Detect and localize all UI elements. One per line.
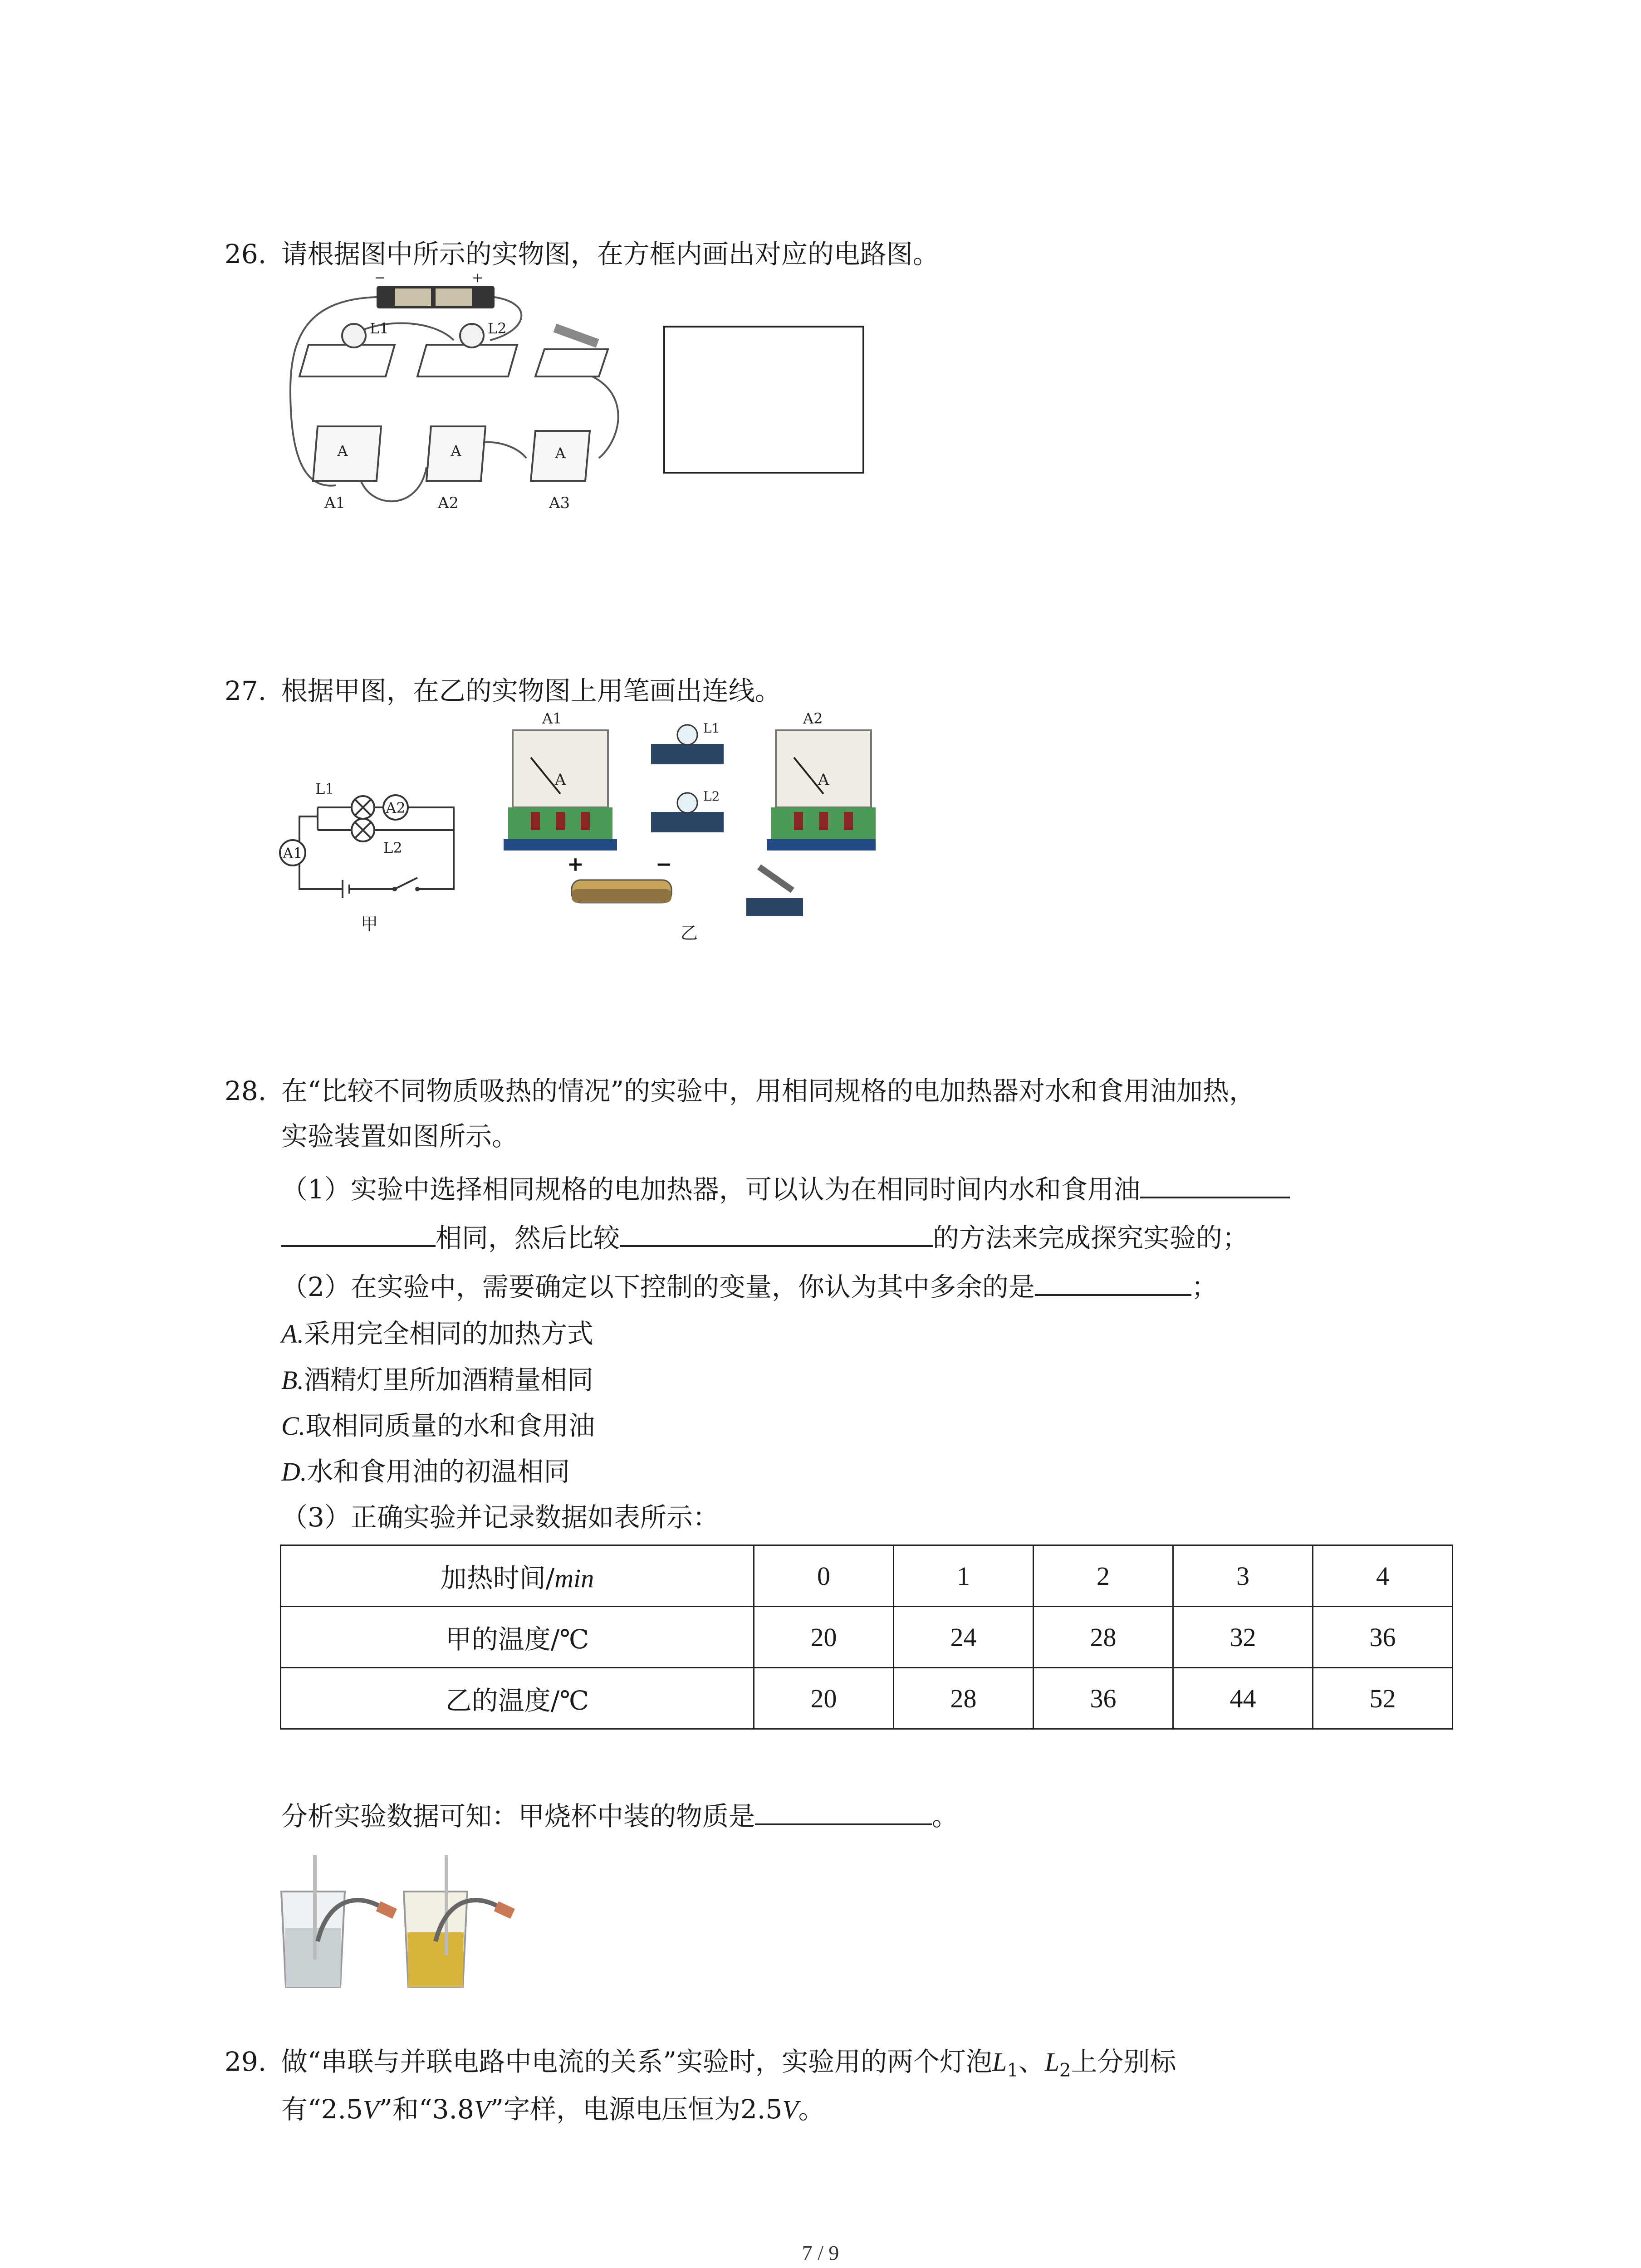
q28-blank-4[interactable] [1035, 1267, 1191, 1296]
table-cell: 28 [894, 1668, 1034, 1729]
q29-text2d: 。 [798, 2094, 825, 2125]
table-row [281, 1545, 1453, 1607]
q29-l1: L [992, 2047, 1007, 2077]
q28-option-d-text: 水和食用油的初温相同 [307, 1456, 570, 1487]
q28-part3: （3）正确实验并记录数据如表所示： [281, 1502, 719, 1533]
q28-option-b[interactable] [281, 1362, 593, 1398]
q29-text2b: ”和“3.8 [379, 2094, 474, 2125]
q27-text: 根据甲图，在乙的实物图上用笔画出连线。 [281, 675, 781, 706]
q27-yi-a2-label: A2 [803, 710, 823, 727]
table-cell: 0 [754, 1545, 894, 1607]
q28-option-d-letter: D. [281, 1457, 307, 1486]
table-cell: 4 [1313, 1545, 1453, 1607]
q28-part1-line2 [281, 1218, 1249, 1256]
table-cell: 36 [1313, 1607, 1453, 1668]
q29-l1-sub: 1 [1007, 2060, 1019, 2081]
q28-line2: 实验装置如图所示。 [281, 1121, 519, 1152]
q26-circuit-photo [281, 272, 653, 526]
q27-jia-caption: 甲 [361, 914, 378, 934]
q29-text2c: ”字样，电源电压恒为2.5 [490, 2094, 783, 2125]
q28-blank-2[interactable] [281, 1218, 436, 1247]
q26-text: 请根据图中所示的实物图，在方框内画出对应的电路图。 [281, 239, 939, 269]
q26-answer-box[interactable] [663, 326, 864, 474]
q29-text2a: 有“2.5 [281, 2094, 363, 2125]
q29-v1: V [362, 2095, 379, 2124]
q26-number: 26. [225, 239, 267, 269]
q28-option-d[interactable] [281, 1453, 570, 1490]
q28-part1-text-c: 的方法来完成探究实验的； [933, 1222, 1249, 1253]
q29-line2 [281, 2091, 825, 2128]
q27-yi-a1-label: A1 [542, 710, 562, 727]
table-cell: 52 [1313, 1668, 1453, 1729]
q29-number: 29. [225, 2046, 267, 2077]
table-cell: 44 [1173, 1668, 1313, 1729]
q28-option-a[interactable] [281, 1315, 593, 1352]
q28-analysis-text: 分析实验数据可知：甲烧杯中装的物质是 [281, 1801, 755, 1832]
q26-prompt [225, 236, 939, 272]
table-header-cell: 乙的温度/℃ [281, 1668, 754, 1729]
q28-part1-text-a: （1）实验中选择相同规格的电加热器，可以认为在相同时间内水和食用油 [281, 1174, 1140, 1205]
q28-option-c-text: 取相同质量的水和食用油 [305, 1410, 595, 1441]
q27-number: 27. [225, 675, 267, 706]
q27-jia-a2-label: A2 [386, 799, 406, 816]
q26-a1-label: A1 [324, 494, 346, 512]
table-row [281, 1668, 1453, 1729]
q27-yi-plus-label: + [567, 853, 584, 876]
page-number: 7 / 9 [802, 2241, 839, 2264]
q26-a2-label: A2 [438, 494, 459, 512]
q26-minus-label: − [374, 272, 386, 286]
svg-text:A: A [555, 445, 566, 462]
table-cell: 28 [1034, 1607, 1173, 1668]
q28-option-c-letter: C. [281, 1411, 306, 1441]
q28-text1: 在“比较不同物质吸热的情况”的实验中，用相同规格的电加热器对水和食用油加热， [281, 1075, 1255, 1106]
q29-l2-sub: 2 [1059, 2060, 1071, 2081]
table-cell: 2 [1034, 1545, 1173, 1607]
q28-blank-3[interactable] [620, 1218, 933, 1247]
q28-option-a-text: 采用完全相同的加热方式 [304, 1318, 593, 1349]
q28-blank-1[interactable] [1140, 1169, 1290, 1198]
q27-jia-l2-label: L2 [383, 839, 402, 856]
q28-line1 [225, 1073, 1255, 1109]
q28-beakers-photo [272, 1851, 554, 2000]
q29-sep: 、 [1018, 2046, 1045, 2077]
q29-v3: V [782, 2095, 798, 2124]
q28-analysis [281, 1796, 958, 1834]
q28-part2 [281, 1267, 1218, 1305]
svg-text:A: A [451, 442, 461, 459]
q27-yi-caption: 乙 [681, 923, 698, 943]
svg-text:A: A [337, 442, 348, 459]
q28-option-c[interactable] [281, 1408, 595, 1444]
q27-prompt [225, 673, 781, 709]
q27-jia-a1-label: A1 [283, 845, 303, 862]
q26-a3-label: A3 [549, 494, 570, 512]
q27-jia-circuit [272, 771, 463, 934]
q27-yi-l1-label: L1 [703, 721, 720, 736]
q28-option-b-letter: B. [281, 1365, 304, 1395]
q27-yi-l2-label: L2 [703, 789, 720, 804]
svg-text:A: A [818, 771, 829, 789]
table-row [281, 1607, 1453, 1668]
table-cell: 20 [754, 1607, 894, 1668]
q28-analysis-end: 。 [932, 1801, 959, 1832]
svg-text:A: A [554, 771, 566, 789]
q29-text1b: 上分别标 [1071, 2046, 1176, 2077]
q28-part2-text: （2）在实验中，需要确定以下控制的变量，你认为其中多余的是 [281, 1271, 1035, 1302]
table-cell: 32 [1173, 1607, 1313, 1668]
table-cell: 36 [1034, 1668, 1173, 1729]
q29-text1a: 做“串联与并联电路中电流的关系”实验时，实验用的两个灯泡 [281, 2046, 992, 2077]
table-header-cell: 甲的温度/℃ [281, 1607, 754, 1668]
q29-line1 [225, 2043, 1176, 2089]
q28-option-b-text: 酒精灯里所加酒精量相同 [304, 1364, 593, 1395]
q28-blank-5[interactable] [755, 1796, 932, 1825]
table-header-cell: 加热时间/min [281, 1545, 754, 1607]
q26-l1-label: L1 [370, 320, 389, 337]
q28-option-a-letter: A. [281, 1319, 304, 1349]
table-cell: 1 [894, 1545, 1034, 1607]
q27-yi-photo [504, 708, 876, 943]
q27-yi-minus-label: − [656, 853, 672, 876]
table-cell: 3 [1173, 1545, 1313, 1607]
q26-plus-label: + [472, 272, 484, 286]
q26-l2-label: L2 [488, 320, 507, 337]
q28-number: 28. [225, 1075, 267, 1106]
q28-part1-text-b: 相同，然后比较 [436, 1222, 620, 1253]
q28-part1-line1 [281, 1169, 1290, 1207]
q29-l2: L [1044, 2047, 1059, 2077]
q28-data-table [280, 1545, 1453, 1730]
q29-v2: V [474, 2095, 490, 2124]
table-cell: 20 [754, 1668, 894, 1729]
table-cell: 24 [894, 1607, 1034, 1668]
q28-part2-end: ； [1191, 1271, 1218, 1302]
q27-jia-l1-label: L1 [315, 780, 334, 797]
